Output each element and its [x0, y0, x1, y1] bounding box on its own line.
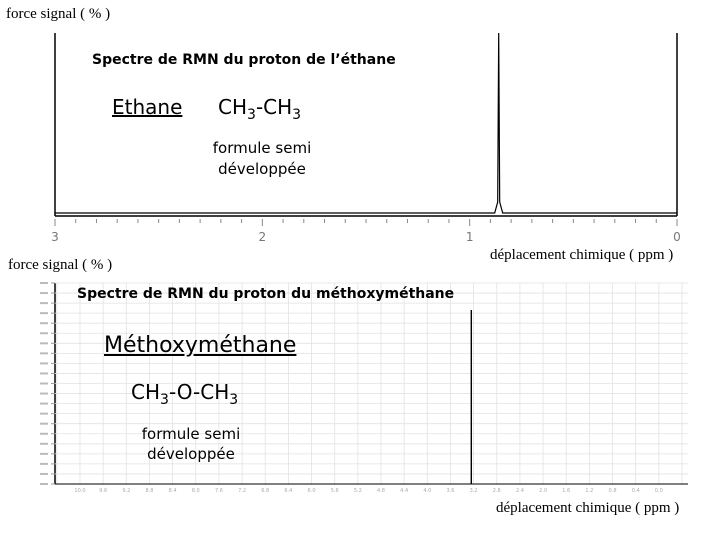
methoxymethane-y-axis-label: force signal ( % )	[8, 257, 113, 273]
methoxymethane-tick-label: 9.6	[99, 488, 108, 494]
methoxymethane-chart-title: Spectre de RMN du proton du méthoxyméthane	[77, 286, 455, 302]
methoxymethane-tick-label: 3.6	[446, 488, 455, 494]
methoxymethane-tick-label: 1.6	[562, 488, 571, 494]
methoxymethane-tick-label: 4.8	[377, 488, 385, 494]
methoxymethane-tick-label: 2.8	[492, 488, 501, 494]
methoxymethane-formula: $CH_3-O-CH_3$	[131, 380, 239, 408]
ethane-x-axis-label: déplacement chimique ( ppm )	[490, 247, 674, 263]
methoxymethane-tick-label: 3.2	[469, 488, 478, 494]
methoxymethane-tick-label: 7.6	[214, 488, 223, 494]
methoxymethane-formula-caption: formule semi développée	[141, 425, 241, 463]
methoxymethane-tick-label: 0.8	[608, 488, 617, 494]
methoxymethane-tick-label: 10.0	[74, 488, 86, 494]
ethane-y-axis-label: force signal ( % )	[6, 6, 111, 22]
methoxymethane-tick-label: 5.6	[330, 488, 339, 494]
methoxymethane-tick-label: 2.0	[539, 488, 548, 494]
ethane-formula: $CH_3-CH_3$	[218, 95, 302, 123]
ethane-tick-label: 3	[51, 230, 59, 244]
methoxymethane-x-axis-label: déplacement chimique ( ppm )	[496, 500, 680, 516]
ethane-tick-label: 2	[258, 230, 267, 244]
methoxymethane-tick-label: 2.4	[515, 488, 524, 494]
methoxymethane-tick-label: 6.4	[284, 488, 293, 494]
methoxymethane-tick-label: 4.4	[400, 488, 409, 494]
methoxymethane-tick-label: 9.2	[122, 488, 131, 494]
methoxymethane-tick-label: 0.0	[654, 488, 663, 494]
ethane-compound-name: Ethane	[112, 95, 183, 119]
methoxymethane-tick-label: 6.0	[307, 488, 316, 494]
ethane-chart-title: Spectre de RMN du proton de l’éthane	[92, 52, 396, 68]
methoxymethane-compound-name: Méthoxyméthane	[104, 333, 297, 358]
methoxymethane-tick-label: 1.2	[585, 488, 594, 494]
ethane-tick-label: 0	[673, 230, 681, 244]
methoxymethane-tick-label: 6.8	[261, 488, 270, 494]
ethane-tick-label: 1	[465, 230, 474, 244]
methoxymethane-tick-label: 7.2	[238, 488, 247, 494]
methoxymethane-tick-label: 4.0	[423, 488, 432, 494]
methoxymethane-tick-label: 8.4	[168, 488, 177, 494]
methoxymethane-tick-label: 8.0	[191, 488, 200, 494]
methoxymethane-tick-label: 0.4	[631, 488, 640, 494]
methoxymethane-tick-label: 5.2	[353, 488, 362, 494]
methoxymethane-tick-label: 8.8	[145, 488, 154, 494]
ethane-formula-caption: formule semi développée	[212, 139, 312, 178]
